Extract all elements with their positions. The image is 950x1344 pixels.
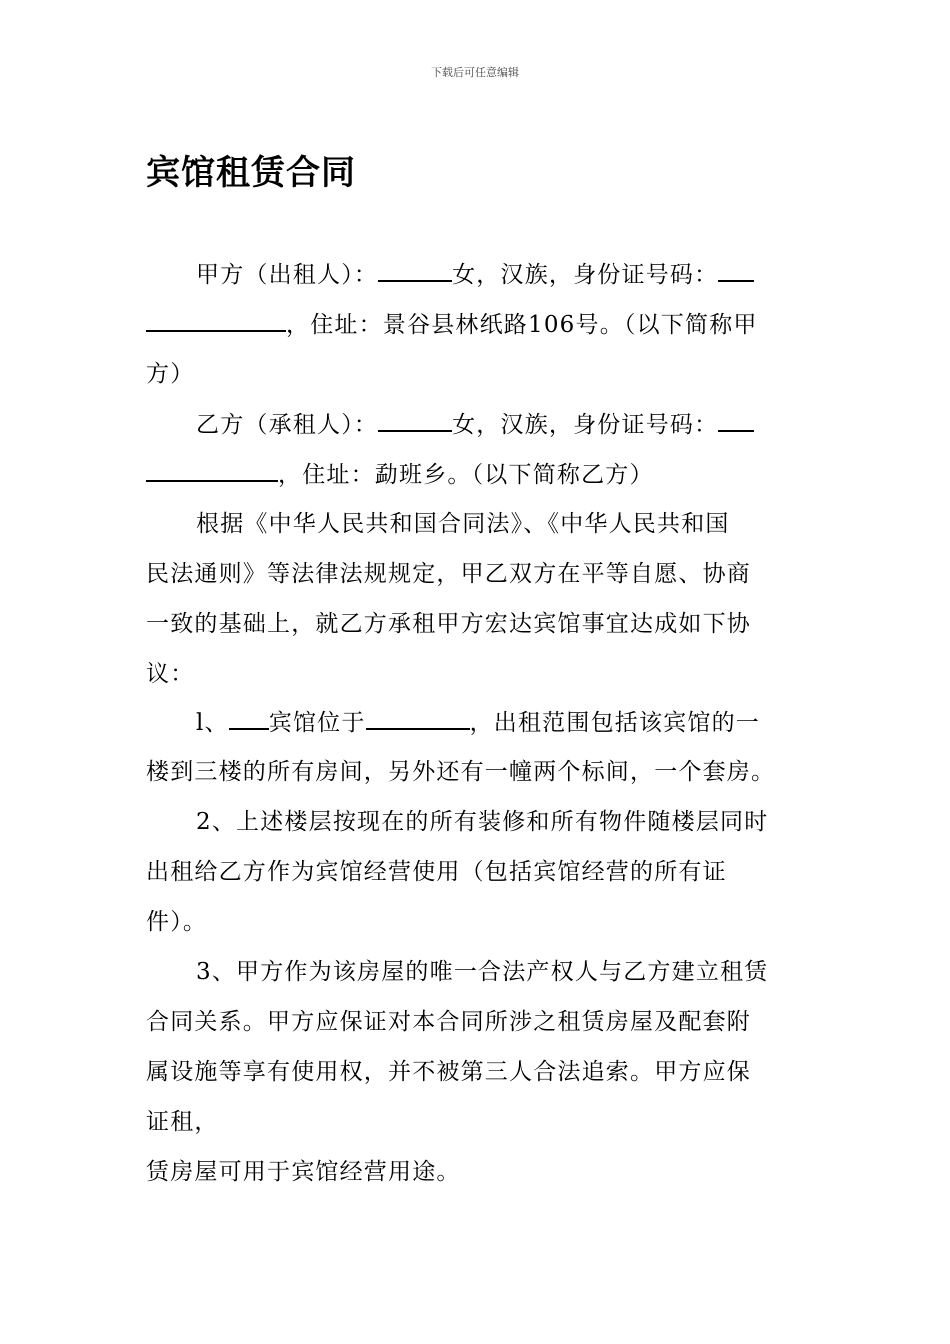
clause-3-line-2: 合同关系。甲方应保证对本合同所涉之租赁房屋及配套附 — [146, 1009, 751, 1035]
clause-1-number: l、 — [196, 710, 229, 736]
clause-1-location-blank — [366, 706, 470, 730]
party-a-abbrev-end: 方） — [146, 361, 195, 387]
party-a-line-1 — [196, 258, 806, 291]
clause-3-line-1: 3、甲方作为该房屋的唯一合法产权人与乙方建立租赁 — [196, 959, 769, 985]
clause-2-line-1: 2、上述楼层按现在的所有装修和所有物件随楼层同时 — [196, 809, 769, 835]
preamble-line-3: 一致的基础上，就乙方承租甲方宏达宾馆事宜达成如下协 — [146, 611, 751, 637]
party-a-address: ，住址：景谷县林纸路106号。（以下简称甲 — [286, 312, 758, 338]
clause-2-line-2: 出租给乙方作为宾馆经营使用（包括宾馆经营的所有证 — [146, 859, 727, 885]
header-note: 下载后可任意编辑 — [431, 66, 519, 79]
preamble-line-4: 议： — [146, 661, 195, 687]
party-a-line-2 — [146, 308, 806, 341]
party-a-info: 女，汉族，身份证号码： — [452, 262, 719, 288]
document-title: 宾馆租赁合同 — [146, 153, 356, 193]
clause-2-line-3: 件）。 — [146, 909, 208, 935]
party-b-address: ，住址：勐班乡。（以下简称乙方） — [278, 462, 654, 488]
clause-3-line-3: 属设施等享有使用权，并不被第三人合法追索。甲方应保 — [146, 1059, 751, 1085]
clause-1-scope: ，出租范围包括该宾馆的一 — [469, 710, 760, 736]
party-a-id-blank — [146, 308, 286, 332]
party-b-info: 女，汉族，身份证号码： — [452, 412, 719, 438]
clause-1-line-2: 楼到三楼的所有房间，另外还有一幢两个标间，一个套房。 — [146, 759, 776, 785]
party-a-id-blank-start — [718, 258, 754, 282]
clause-1-location-label: 宾馆位于 — [268, 710, 366, 736]
party-a-line-3 — [146, 358, 806, 390]
clause-3-line-5: 赁房屋可用于宾馆经营用途。 — [146, 1159, 461, 1185]
party-b-line-1 — [196, 408, 806, 441]
clause-1-name-blank — [229, 706, 269, 730]
party-b-name-blank — [378, 408, 452, 432]
party-b-id-blank-start — [718, 408, 754, 432]
preamble-line-1: 根据《中华人民共和国合同法》、《中华人民共和国 — [196, 511, 730, 537]
clause-1-line-1 — [196, 706, 806, 739]
party-a-label: 甲方（出租人）： — [196, 262, 379, 288]
party-a-name-blank — [378, 258, 452, 282]
party-b-label: 乙方（承租人）： — [196, 412, 379, 438]
party-b-line-2 — [146, 458, 806, 491]
party-b-id-blank — [146, 458, 278, 482]
preamble-line-2: 民法通则》等法律法规规定，甲乙双方在平等自愿、协商 — [146, 561, 751, 587]
clause-3-line-4: 证租， — [146, 1109, 219, 1135]
